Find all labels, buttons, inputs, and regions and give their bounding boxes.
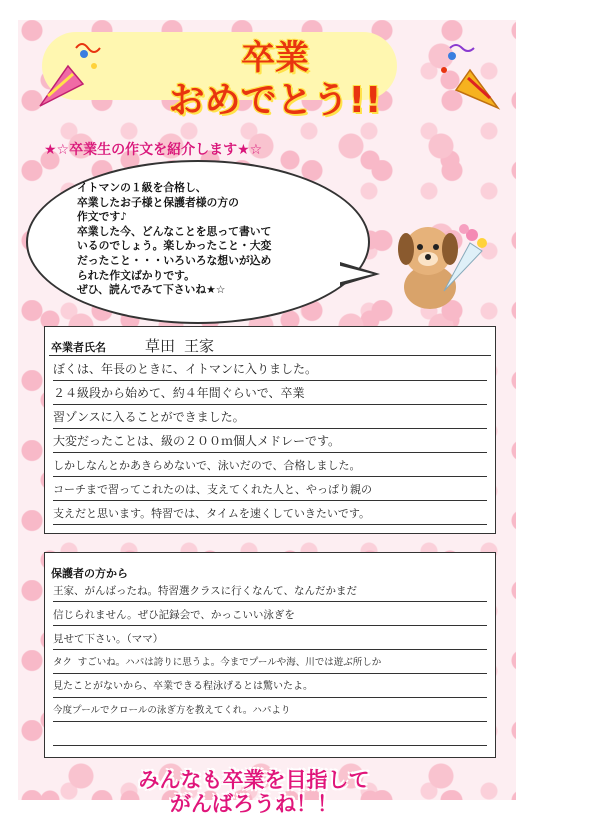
intro-text xyxy=(77,181,337,298)
title-line-1: 卒業 xyxy=(241,38,309,78)
intro-line: イトマンの１級を合格し、 xyxy=(77,181,207,194)
intro-line: ぜひ、読んでみて下さいね★☆ xyxy=(77,283,226,297)
parent-message-box xyxy=(44,552,496,758)
essay-line: 支えだと思います。特習では、タイムを速くしていきたいです。 xyxy=(53,503,487,525)
intro-line: 卒業したお子様と保護者様の方の xyxy=(77,195,239,209)
intro-line: だったこと・・・いろいろな想いが込め xyxy=(77,253,272,267)
footer-line-2: がんばろうね！！ xyxy=(170,792,338,816)
student-essay-box xyxy=(44,326,496,534)
essay-line: 大変だったことは、級の２００ｍ個人メドレーです。 xyxy=(53,431,487,453)
footer-line-1: みんなも卒業を目指して xyxy=(138,768,370,792)
speech-bubble-tail-fill xyxy=(337,265,373,283)
parent-line: 今度プールでクロールの泳ぎ方を教えてくれ。ハパより xyxy=(53,701,487,722)
intro-line: 卒業した今、どんなことを思って書いて xyxy=(77,224,272,238)
parent-line: 見せて下さい。（ママ） xyxy=(53,629,487,650)
parent-label: 保護者の方から xyxy=(51,567,128,580)
puppy-with-bouquet-icon xyxy=(392,215,492,315)
essay-line: ２４級段から始めて、約４年間ぐらいで、卒業 xyxy=(53,383,487,405)
parent-line: 見たことがないから、卒業できる程泳げるとは驚いたよ。 xyxy=(53,677,487,698)
intro-line: 作文です♪ xyxy=(77,210,128,224)
student-name-label: 卒業者氏名 xyxy=(51,341,106,354)
parent-line xyxy=(53,725,487,746)
essay-line: 習ゾンスに入ることができました。 xyxy=(53,407,487,429)
section-subtitle: ★☆卒業生の作文を紹介します★☆ xyxy=(44,142,263,158)
parent-line: 信じられません。ぜひ記録会で、かっこいい泳ぎを xyxy=(53,605,487,626)
parent-line: タク すごいね。ハパは誇りに思うよ。今までプールや海、川では遊ぶ所しか xyxy=(53,653,487,674)
intro-line: いるのでしょう。楽しかったこと・大変 xyxy=(77,239,272,253)
parent-line: 王家、がんばったね。特習選クラスに行くなんて、なんだかまだ xyxy=(53,581,487,602)
student-name: 草田 王家 xyxy=(145,337,215,355)
essay-line: しかしなんとかあきらめないで、泳いだので、合格しました。 xyxy=(53,455,487,477)
title-line-2: おめでとう!! xyxy=(168,80,382,121)
essay-line: コーチまで習ってこれたのは、支えてくれた人と、やっぱり親の xyxy=(53,479,487,501)
essay-line: ぼくは、年長のときに、イトマンに入りました。 xyxy=(53,359,487,381)
intro-line: られた作文ばかりです。 xyxy=(77,268,195,282)
